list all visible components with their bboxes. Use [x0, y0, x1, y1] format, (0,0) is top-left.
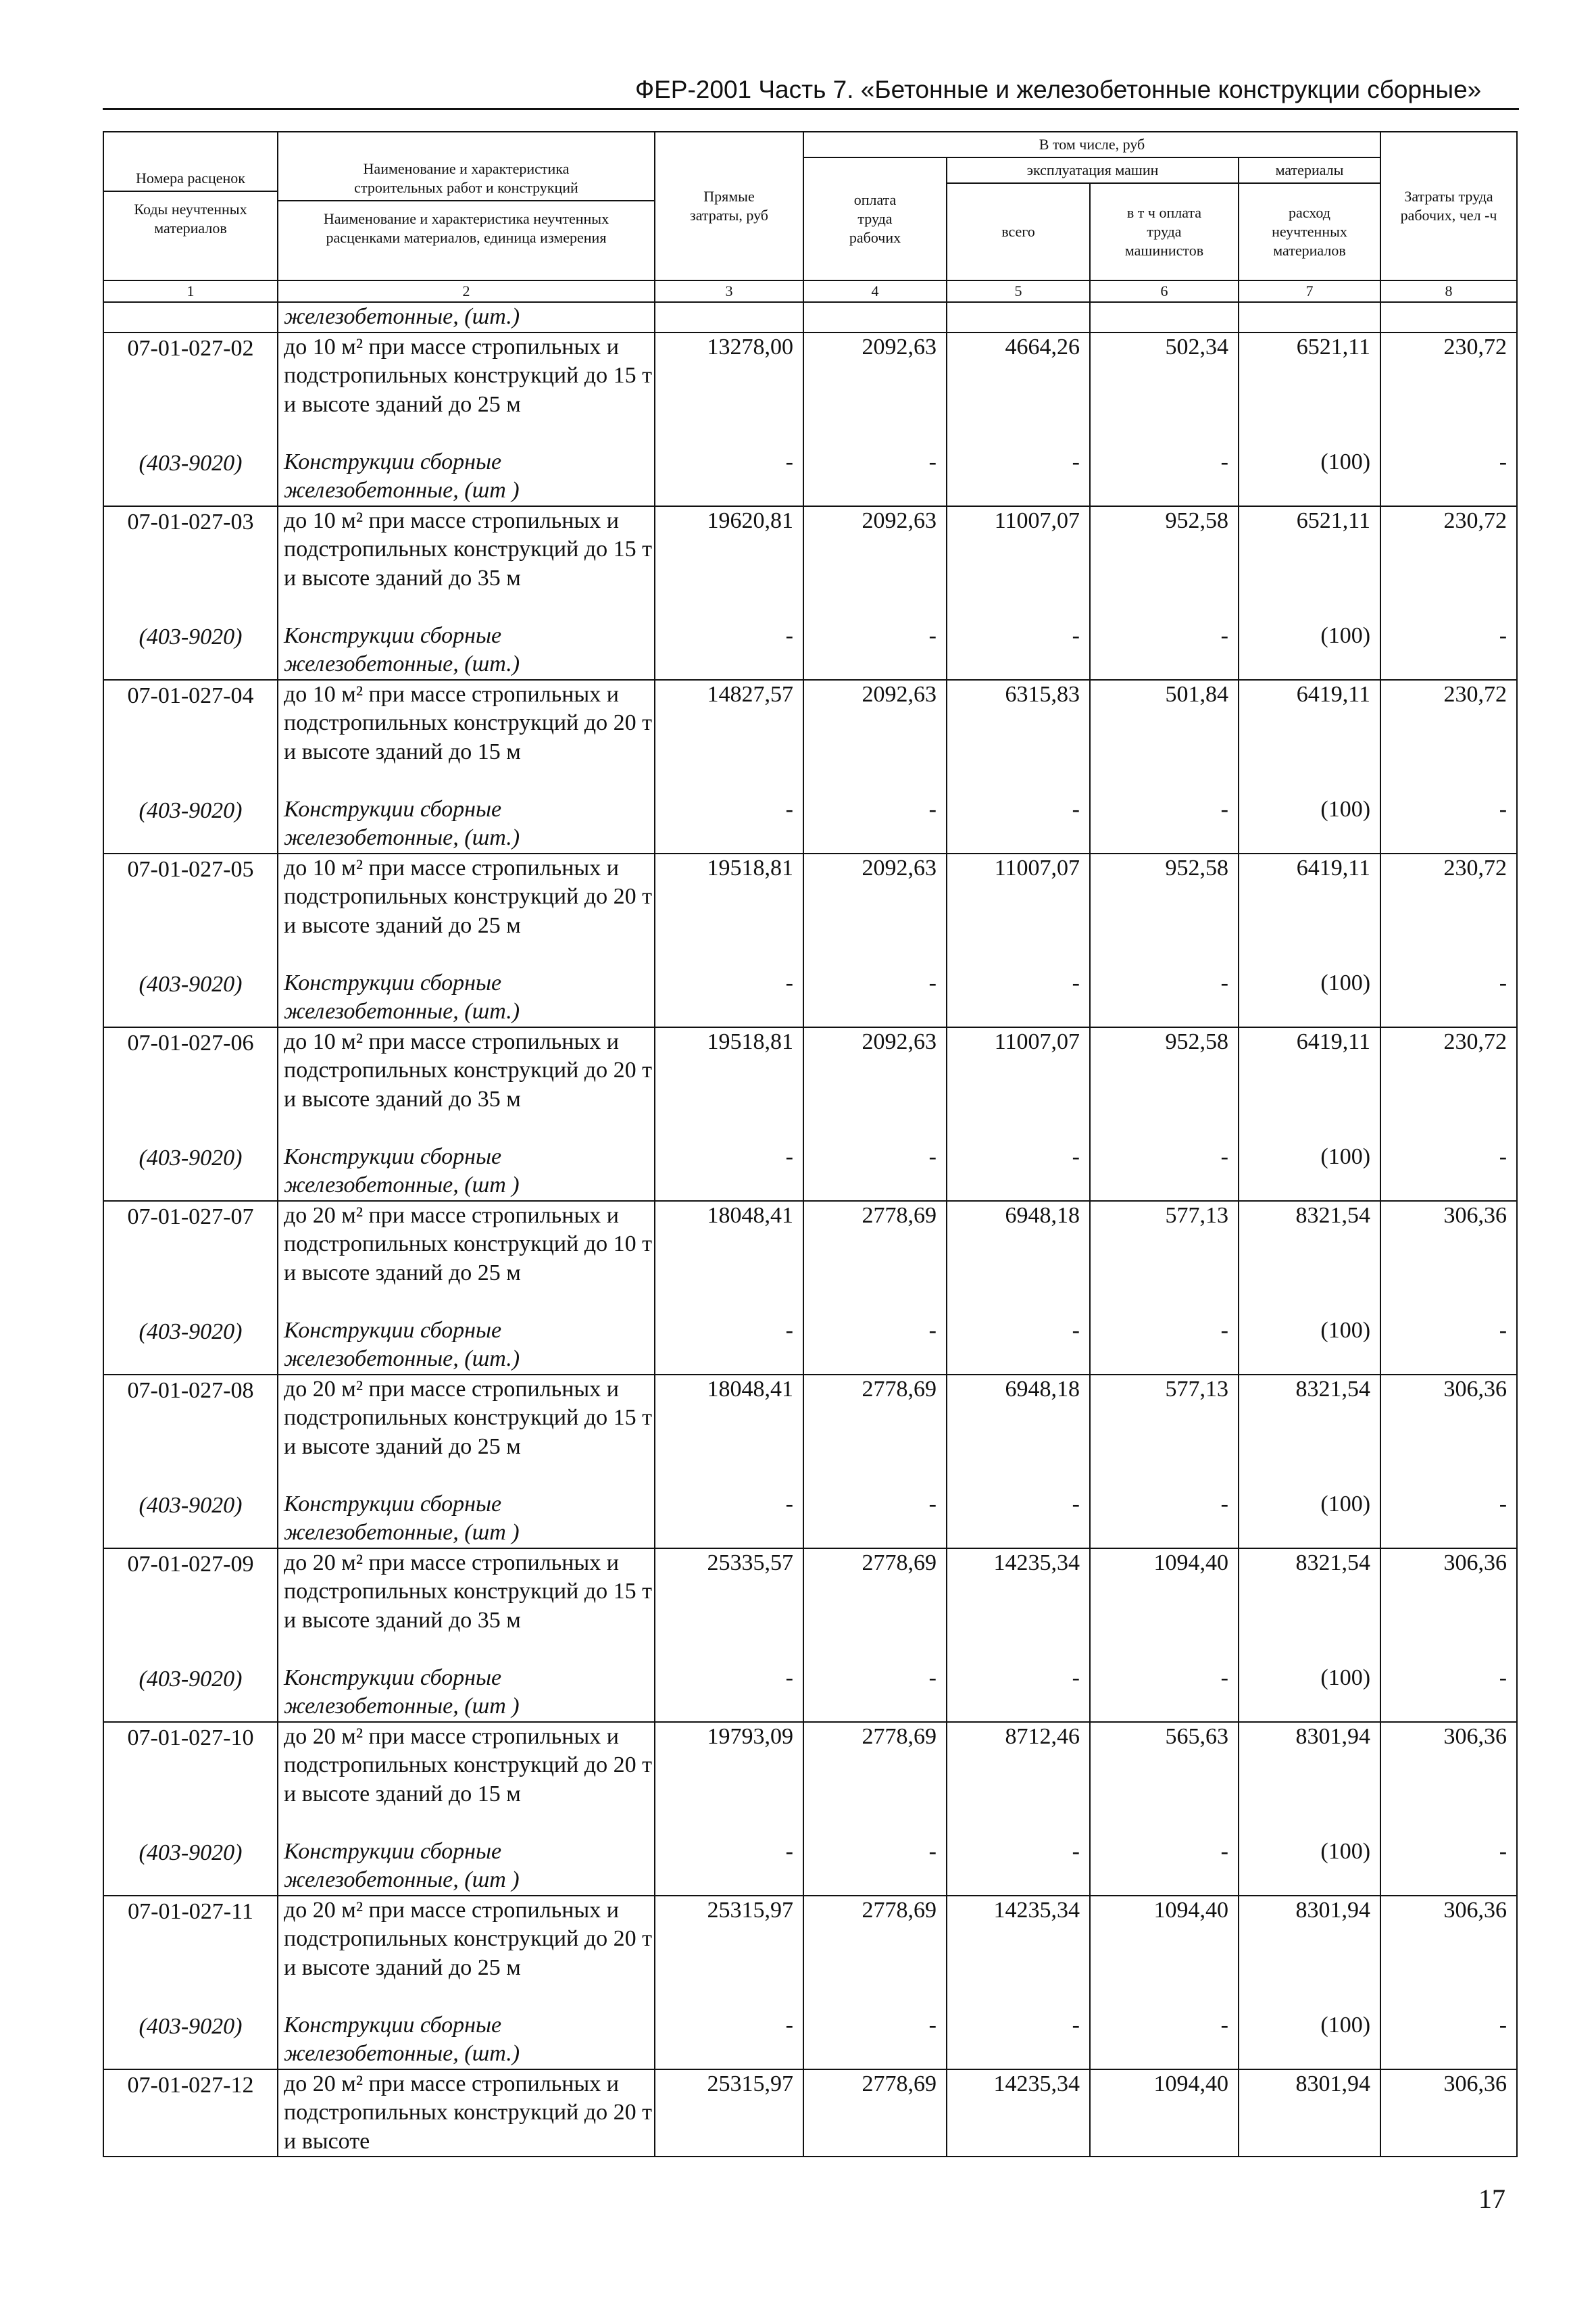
- material-wages: -: [928, 1317, 937, 1343]
- name-cell: [278, 1896, 655, 2069]
- column-number: 1: [103, 280, 278, 302]
- value-cell: [1090, 680, 1239, 854]
- material-wages: -: [928, 1143, 937, 1169]
- material-labor: -: [1499, 1143, 1507, 1169]
- material-materials: (100): [1320, 449, 1371, 474]
- material-direct: -: [785, 622, 793, 648]
- work-description: до 20 м² при массе стропильных и подстропильных конструкций до 15 т и высоте зданий до 25 м: [284, 1376, 652, 1459]
- value-cell: [655, 333, 803, 506]
- value-direct: 18048,41: [707, 1376, 793, 1402]
- value-labor: 230,72: [1443, 1029, 1507, 1054]
- value-cell: [1090, 1548, 1239, 1722]
- value-cell: [1090, 1027, 1239, 1201]
- value-cell: [1239, 1375, 1380, 1548]
- value-wages: 2778,69: [862, 1897, 937, 1923]
- column-number-row: [103, 280, 1517, 302]
- material-code: (403-9020): [139, 1492, 243, 1518]
- material-machines: -: [1072, 2012, 1080, 2038]
- material-direct: -: [785, 1665, 793, 1690]
- rate-code: 07-01-027-08: [127, 1377, 254, 1403]
- value-direct: 19793,09: [707, 1723, 793, 1749]
- value-machines: 11007,07: [994, 508, 1080, 533]
- value-cell: [803, 1201, 947, 1375]
- work-description: до 20 м² при массе стропильных и подстропильных конструкций до 15 т и высоте зданий до 35 м: [284, 1550, 652, 1633]
- header-machines-total: всего: [947, 183, 1090, 280]
- value-cell: [947, 854, 1090, 1027]
- value-wages: 2092,63: [862, 508, 937, 533]
- material-direct: -: [785, 449, 793, 474]
- work-description: до 10 м² при массе стропильных и подстропильных конструкций до 20 т и высоте зданий до 25 м: [284, 855, 652, 938]
- table-row: [103, 1201, 1517, 1375]
- header-including: В том числе, руб: [803, 132, 1380, 157]
- material-direct: -: [785, 2012, 793, 2038]
- value-wages: 2778,69: [862, 2071, 937, 2096]
- value-machines: 14235,34: [993, 2071, 1080, 2096]
- value-cell: [1090, 2069, 1239, 2157]
- value-machines: 6315,83: [1005, 681, 1080, 707]
- material-materials: (100): [1320, 622, 1371, 648]
- name-cell: [278, 1375, 655, 1548]
- table-row: [103, 1548, 1517, 1722]
- value-cell: [1380, 506, 1517, 680]
- value-cell: [1380, 1201, 1517, 1375]
- material-materials: (100): [1320, 2012, 1371, 2038]
- material-machines: -: [1072, 1317, 1080, 1343]
- value-materials: 6521,11: [1296, 508, 1371, 533]
- value-wages: 2092,63: [862, 1029, 937, 1054]
- value-wages: 2092,63: [862, 681, 937, 707]
- value-labor: 230,72: [1443, 334, 1507, 360]
- value-machines: 6948,18: [1005, 1376, 1080, 1402]
- column-number: 3: [655, 280, 803, 302]
- value-direct: 19518,81: [707, 855, 793, 881]
- material-labor: -: [1499, 1665, 1507, 1690]
- rate-code: 07-01-027-02: [127, 335, 254, 361]
- value-cell: [1239, 680, 1380, 854]
- value-machines: 4664,26: [1005, 334, 1080, 360]
- value-cell: [947, 1548, 1090, 1722]
- material-machinist: -: [1220, 1143, 1228, 1169]
- value-cell: [803, 1375, 947, 1548]
- value-cell: [1239, 506, 1380, 680]
- value-cell: [947, 506, 1090, 680]
- value-direct: 19518,81: [707, 1029, 793, 1054]
- column-number: 4: [803, 280, 947, 302]
- material-name: Конструкции сборные железобетонные, (шт ): [284, 449, 520, 503]
- name-cell: [278, 506, 655, 680]
- header-machines-group: эксплуатация машин: [947, 157, 1239, 183]
- code-cell: [103, 333, 278, 506]
- material-machines: -: [1072, 1143, 1080, 1169]
- rates-table: [103, 131, 1518, 2157]
- value-cell: [1380, 854, 1517, 1027]
- material-materials: (100): [1320, 796, 1371, 822]
- name-cell: [278, 333, 655, 506]
- rate-code: 07-01-027-07: [127, 1204, 254, 1229]
- value-machines: 11007,07: [994, 1029, 1080, 1054]
- code-cell: [103, 1201, 278, 1375]
- value-wages: 2778,69: [862, 1202, 937, 1228]
- material-materials: (100): [1320, 1491, 1371, 1517]
- rate-code: 07-01-027-06: [127, 1030, 254, 1056]
- material-code: (403-9020): [139, 1840, 243, 1865]
- table-row: [103, 1027, 1517, 1201]
- header-direct: Прямые затраты, руб: [655, 132, 803, 280]
- header-code-bottom: Коды неучтенных материалов: [134, 201, 247, 237]
- value-cell: [655, 1027, 803, 1201]
- value-cell: [1380, 2069, 1517, 2157]
- material-labor: -: [1499, 622, 1507, 648]
- value-cell: [1239, 333, 1380, 506]
- code-cell: [103, 680, 278, 854]
- value-cell: [1380, 333, 1517, 506]
- material-wages: -: [928, 449, 937, 474]
- value-machinist: 577,13: [1165, 1202, 1228, 1228]
- work-description: до 10 м² при массе стропильных и подстропильных конструкций до 20 т и высоте зданий до 35 м: [284, 1029, 652, 1112]
- value-direct: 14827,57: [707, 681, 793, 707]
- value-cell: [947, 1722, 1090, 1896]
- value-direct: 18048,41: [707, 1202, 793, 1228]
- work-description: до 20 м² при массе стропильных и подстропильных конструкций до 10 т и высоте зданий до 25 м: [284, 1202, 652, 1285]
- value-cell: [947, 2069, 1090, 2157]
- material-materials: (100): [1320, 1665, 1371, 1690]
- code-cell: [103, 506, 278, 680]
- header-name-bottom: Наименование и характеристика неучтенных расценками материалов, единица измерения: [323, 210, 609, 246]
- value-cell: [1090, 333, 1239, 506]
- table-row: [103, 506, 1517, 680]
- rate-code: 07-01-027-12: [127, 2072, 254, 2098]
- table-row: [103, 333, 1517, 506]
- material-machinist: -: [1220, 1838, 1228, 1864]
- value-materials: 6419,11: [1296, 1029, 1371, 1054]
- page-number: 17: [1478, 2184, 1505, 2214]
- value-materials: 8301,94: [1295, 1897, 1371, 1923]
- rate-code: 07-01-027-11: [128, 1898, 253, 1924]
- header-name-cell: [278, 132, 655, 280]
- table-row: [103, 680, 1517, 854]
- value-cell: [803, 1896, 947, 2069]
- work-description: до 20 м² при массе стропильных и подстропильных конструкций до 20 т и высоте: [284, 2071, 652, 2154]
- name-cell: [278, 1201, 655, 1375]
- material-machines: -: [1072, 449, 1080, 474]
- value-cell: [655, 2069, 803, 2157]
- work-description: до 20 м² при массе стропильных и подстропильных конструкций до 20 т и высоте зданий до 15 м: [284, 1723, 652, 1806]
- work-description: до 20 м² при массе стропильных и подстропильных конструкций до 20 т и высоте зданий до 25 м: [284, 1897, 652, 1980]
- value-cell: [803, 506, 947, 680]
- value-cell: [1239, 2069, 1380, 2157]
- material-machinist: -: [1220, 1317, 1228, 1343]
- value-materials: 8321,54: [1295, 1376, 1371, 1402]
- material-machinist: -: [1220, 449, 1228, 474]
- value-cell: [1239, 854, 1380, 1027]
- material-direct: -: [785, 1491, 793, 1517]
- material-code: (403-9020): [139, 1145, 243, 1171]
- material-code: (403-9020): [139, 797, 243, 823]
- value-machines: 6948,18: [1005, 1202, 1080, 1228]
- value-machinist: 1094,40: [1153, 1897, 1228, 1923]
- value-cell: [1380, 1548, 1517, 1722]
- work-description: до 10 м² при массе стропильных и подстропильных конструкций до 20 т и высоте зданий до 15 м: [284, 681, 652, 764]
- value-cell: [947, 333, 1090, 506]
- value-cell: [1090, 1375, 1239, 1548]
- value-labor: 230,72: [1443, 855, 1507, 881]
- material-name: Конструкции сборные железобетонные, (шт ): [284, 1143, 520, 1198]
- value-cell: [1239, 1201, 1380, 1375]
- value-cell: [655, 680, 803, 854]
- value-cell: [803, 1027, 947, 1201]
- material-machines: -: [1072, 796, 1080, 822]
- value-cell: [947, 1896, 1090, 2069]
- column-number: 6: [1090, 280, 1239, 302]
- code-cell: [103, 854, 278, 1027]
- code-cell: [103, 1896, 278, 2069]
- material-machinist: -: [1220, 1491, 1228, 1517]
- value-cell: [655, 506, 803, 680]
- value-cell: [655, 1548, 803, 1722]
- value-labor: 306,36: [1443, 1723, 1507, 1749]
- value-cell: [1090, 1722, 1239, 1896]
- column-number: 2: [278, 280, 655, 302]
- value-cell: [1380, 1375, 1517, 1548]
- material-labor: -: [1499, 1491, 1507, 1517]
- header-materials-use: расход неучтенных материалов: [1239, 183, 1380, 280]
- value-machinist: 952,58: [1165, 1029, 1228, 1054]
- value-cell: [947, 1027, 1090, 1201]
- material-name: Конструкции сборные железобетонные, (шт.): [284, 970, 520, 1024]
- value-direct: 25315,97: [707, 1897, 793, 1923]
- value-cell: [803, 854, 947, 1027]
- table-row: [103, 2069, 1517, 2157]
- material-machinist: -: [1220, 970, 1228, 995]
- value-machines: 11007,07: [994, 855, 1080, 881]
- value-cell: [1239, 1896, 1380, 2069]
- material-machinist: -: [1220, 1665, 1228, 1690]
- value-labor: 306,36: [1443, 1897, 1507, 1923]
- material-wages: -: [928, 1491, 937, 1517]
- material-wages: -: [928, 622, 937, 648]
- column-number: 8: [1380, 280, 1517, 302]
- header-rule: [103, 108, 1519, 110]
- code-cell: [103, 1722, 278, 1896]
- value-machinist: 952,58: [1165, 855, 1228, 881]
- value-machines: 14235,34: [993, 1550, 1080, 1575]
- value-labor: 230,72: [1443, 681, 1507, 707]
- value-machinist: 1094,40: [1153, 1550, 1228, 1575]
- material-code: (403-9020): [139, 1666, 243, 1692]
- value-direct: 25335,57: [707, 1550, 793, 1575]
- material-name: Конструкции сборные железобетонные, (шт.): [284, 1317, 520, 1371]
- material-direct: -: [785, 1838, 793, 1864]
- rate-code: 07-01-027-05: [127, 856, 254, 882]
- material-labor: -: [1499, 449, 1507, 474]
- value-labor: 306,36: [1443, 2071, 1507, 2096]
- value-cell: [1380, 680, 1517, 854]
- value-cell: [655, 854, 803, 1027]
- value-wages: 2778,69: [862, 1376, 937, 1402]
- value-materials: 8321,54: [1295, 1550, 1371, 1575]
- material-labor: -: [1499, 970, 1507, 995]
- value-cell: [1239, 1722, 1380, 1896]
- material-name: Конструкции сборные железобетонные, (шт.): [284, 796, 520, 850]
- header-code-cell: [103, 132, 278, 280]
- material-machines: -: [1072, 622, 1080, 648]
- material-machines: -: [1072, 1665, 1080, 1690]
- material-materials: (100): [1320, 1317, 1371, 1343]
- carryover-text: железобетонные, (шт.): [284, 304, 520, 329]
- material-materials: (100): [1320, 1143, 1371, 1169]
- header-machinist-wages: в т ч оплата труда машинистов: [1090, 183, 1239, 280]
- value-labor: 306,36: [1443, 1550, 1507, 1575]
- value-cell: [1380, 1896, 1517, 2069]
- value-machinist: 952,58: [1165, 508, 1228, 533]
- value-direct: 25315,97: [707, 2071, 793, 2096]
- value-labor: 230,72: [1443, 508, 1507, 533]
- material-machines: -: [1072, 1838, 1080, 1864]
- material-machines: -: [1072, 1491, 1080, 1517]
- value-materials: 6521,11: [1296, 334, 1371, 360]
- value-machinist: 501,84: [1165, 681, 1228, 707]
- page-header-title: ФЕР-2001 Часть 7. «Бетонные и железобетонные конструкции сборные»: [635, 76, 1482, 103]
- value-machinist: 577,13: [1165, 1376, 1228, 1402]
- value-cell: [803, 680, 947, 854]
- value-cell: [1380, 1722, 1517, 1896]
- value-cell: [1090, 854, 1239, 1027]
- material-name: Конструкции сборные железобетонные, (шт ): [284, 1665, 520, 1719]
- value-direct: 19620,81: [707, 508, 793, 533]
- material-code: (403-9020): [139, 971, 243, 997]
- table-row: [103, 1375, 1517, 1548]
- material-machinist: -: [1220, 622, 1228, 648]
- value-materials: 8301,94: [1295, 2071, 1371, 2096]
- material-name: Конструкции сборные железобетонные, (шт ): [284, 1491, 520, 1545]
- header-code-top: Номера расценок: [104, 166, 277, 192]
- material-materials: (100): [1320, 970, 1371, 995]
- material-machinist: -: [1220, 796, 1228, 822]
- table-row: [103, 1722, 1517, 1896]
- value-machines: 8712,46: [1005, 1723, 1080, 1749]
- material-labor: -: [1499, 2012, 1507, 2038]
- header-labor: Затраты труда рабочих, чел -ч: [1380, 132, 1517, 280]
- material-code: (403-9020): [139, 2013, 243, 2039]
- value-cell: [655, 1896, 803, 2069]
- value-machinist: 1094,40: [1153, 2071, 1228, 2096]
- rate-code: 07-01-027-10: [127, 1725, 254, 1750]
- material-code: (403-9020): [139, 624, 243, 649]
- value-labor: 306,36: [1443, 1376, 1507, 1402]
- value-labor: 306,36: [1443, 1202, 1507, 1228]
- table-row: [103, 1896, 1517, 2069]
- value-cell: [1239, 1548, 1380, 1722]
- value-cell: [1239, 1027, 1380, 1201]
- value-cell: [947, 1201, 1090, 1375]
- material-name: Конструкции сборные железобетонные, (шт ): [284, 1838, 520, 1892]
- value-materials: 8301,94: [1295, 1723, 1371, 1749]
- work-description: до 10 м² при массе стропильных и подстропильных конструкций до 15 т и высоте зданий до 25 м: [284, 334, 652, 417]
- value-cell: [1380, 1027, 1517, 1201]
- name-cell: [278, 2069, 655, 2157]
- value-cell: [655, 1201, 803, 1375]
- value-machines: 14235,34: [993, 1897, 1080, 1923]
- material-wages: -: [928, 2012, 937, 2038]
- rate-code: 07-01-027-09: [127, 1551, 254, 1577]
- header-name-top: Наименование и характеристика строительных работ и конструкций: [278, 157, 654, 201]
- rate-code: 07-01-027-03: [127, 509, 254, 535]
- value-materials: 6419,11: [1296, 681, 1371, 707]
- name-cell: [278, 680, 655, 854]
- value-cell: [803, 1722, 947, 1896]
- value-wages: 2778,69: [862, 1550, 937, 1575]
- code-cell: [103, 2069, 278, 2157]
- name-cell: [278, 1027, 655, 1201]
- material-code: (403-9020): [139, 450, 243, 476]
- header-wages: оплата труда рабочих: [803, 157, 947, 280]
- value-cell: [1090, 506, 1239, 680]
- rate-code: 07-01-027-04: [127, 683, 254, 708]
- material-wages: -: [928, 1665, 937, 1690]
- value-wages: 2092,63: [862, 855, 937, 881]
- material-name: Конструкции сборные железобетонные, (шт.): [284, 622, 520, 676]
- material-labor: -: [1499, 796, 1507, 822]
- value-wages: 2092,63: [862, 334, 937, 360]
- table-row: [103, 854, 1517, 1027]
- column-number: 5: [947, 280, 1090, 302]
- material-machines: -: [1072, 970, 1080, 995]
- material-wages: -: [928, 1838, 937, 1864]
- name-cell: [278, 1722, 655, 1896]
- column-number: 7: [1239, 280, 1380, 302]
- material-direct: -: [785, 1143, 793, 1169]
- value-cell: [1090, 1896, 1239, 2069]
- material-machinist: -: [1220, 2012, 1228, 2038]
- value-cell: [655, 1375, 803, 1548]
- material-wages: -: [928, 970, 937, 995]
- value-wages: 2778,69: [862, 1723, 937, 1749]
- value-cell: [803, 333, 947, 506]
- value-cell: [947, 1375, 1090, 1548]
- material-materials: (100): [1320, 1838, 1371, 1864]
- material-wages: -: [928, 796, 937, 822]
- work-description: до 10 м² при массе стропильных и подстропильных конструкций до 15 т и высоте зданий до 35 м: [284, 508, 652, 591]
- carryover-row: [103, 302, 1517, 333]
- material-name: Конструкции сборные железобетонные, (шт.): [284, 2012, 520, 2066]
- value-materials: 8321,54: [1295, 1202, 1371, 1228]
- value-machinist: 502,34: [1165, 334, 1228, 360]
- header-materials-group: материалы: [1239, 157, 1380, 183]
- value-cell: [947, 680, 1090, 854]
- code-cell: [103, 1027, 278, 1201]
- value-cell: [655, 1722, 803, 1896]
- name-cell: [278, 1548, 655, 1722]
- name-cell: [278, 854, 655, 1027]
- code-cell: [103, 1375, 278, 1548]
- material-code: (403-9020): [139, 1319, 243, 1344]
- material-direct: -: [785, 796, 793, 822]
- value-materials: 6419,11: [1296, 855, 1371, 881]
- material-labor: -: [1499, 1317, 1507, 1343]
- value-cell: [803, 2069, 947, 2157]
- code-cell: [103, 1548, 278, 1722]
- value-cell: [803, 1548, 947, 1722]
- value-cell: [1090, 1201, 1239, 1375]
- value-machinist: 565,63: [1165, 1723, 1228, 1749]
- value-direct: 13278,00: [707, 334, 793, 360]
- material-direct: -: [785, 970, 793, 995]
- material-direct: -: [785, 1317, 793, 1343]
- material-labor: -: [1499, 1838, 1507, 1864]
